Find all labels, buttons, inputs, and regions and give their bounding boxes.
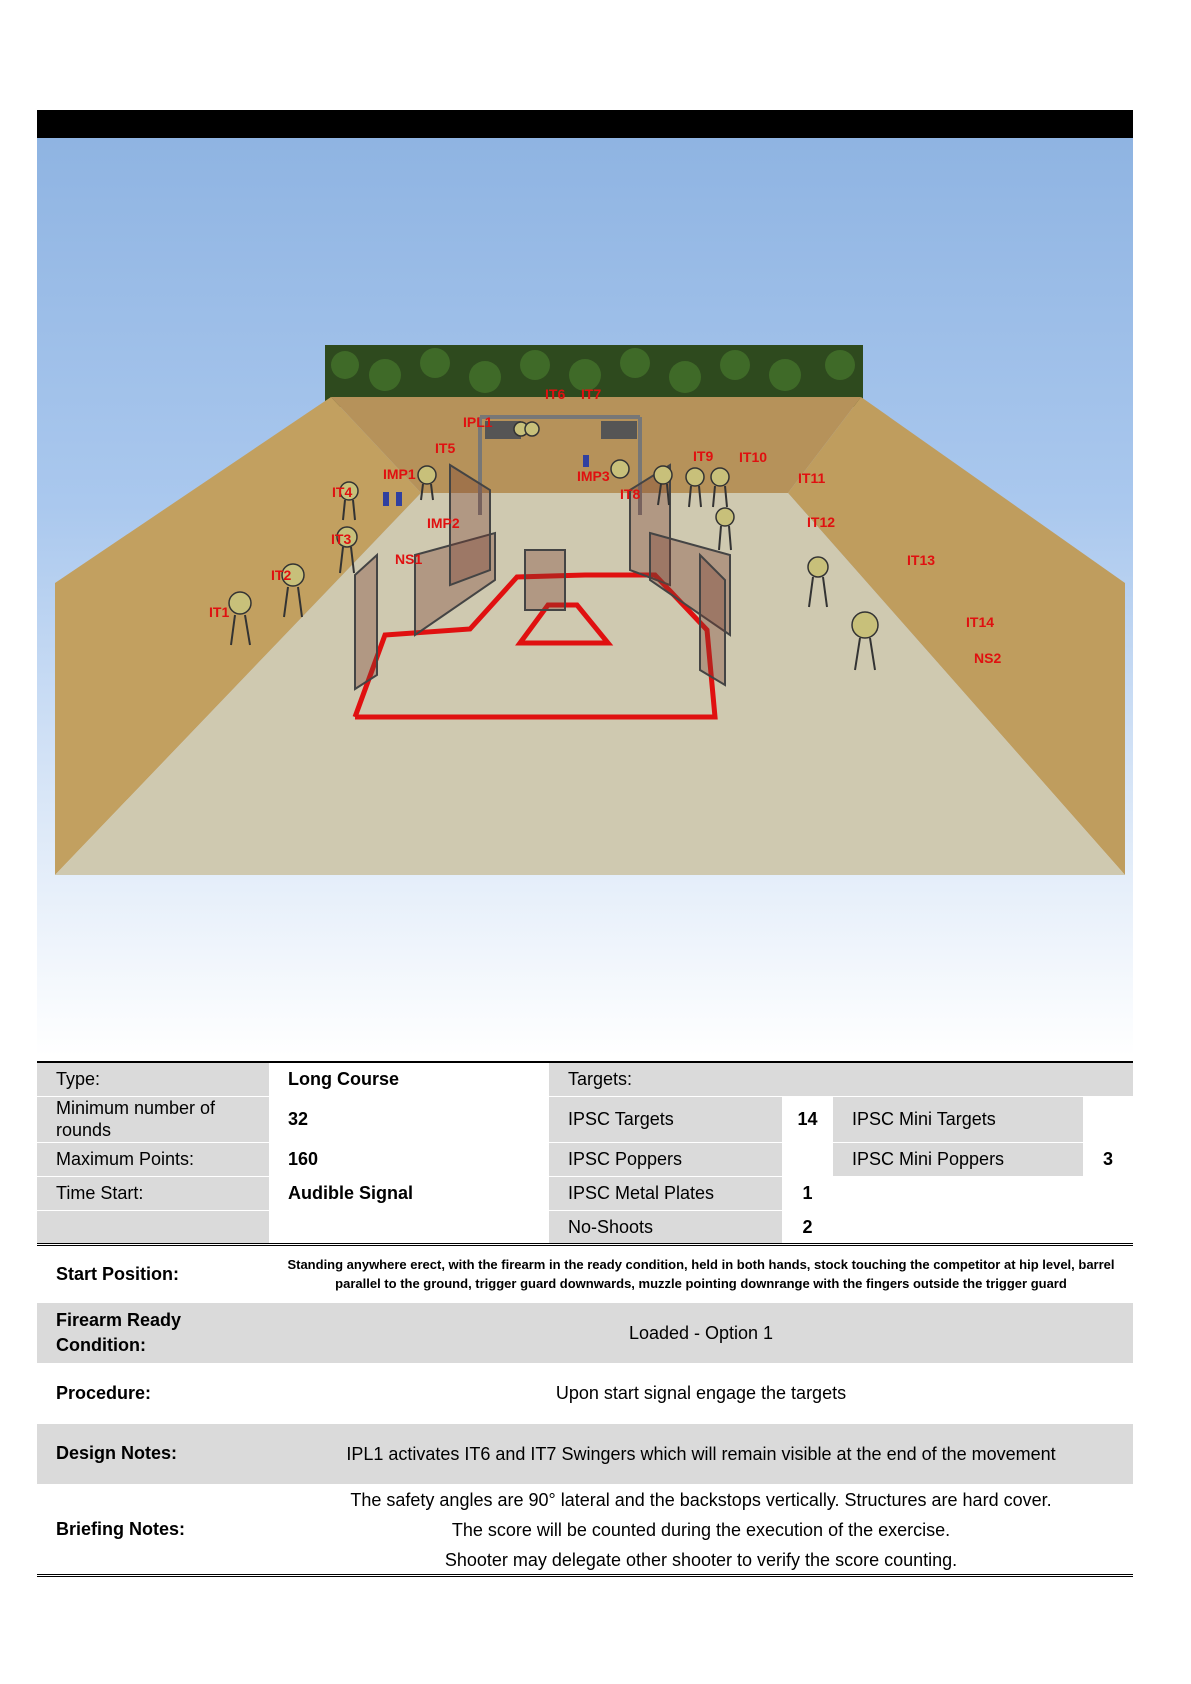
briefing-line: The score will be counted during the execution of the exercise. — [451, 1519, 951, 1540]
ipsc-metal-plates-label: IPSC Metal Plates — [549, 1176, 782, 1210]
stage-notes-table — [37, 1243, 1133, 1576]
procedure-label: Procedure: — [56, 1382, 152, 1403]
time-start-label: Time Start: — [37, 1176, 269, 1210]
label-it1: IT1 — [209, 604, 230, 620]
label-it2: IT2 — [271, 567, 292, 583]
min-rounds-value: 32 — [269, 1096, 549, 1142]
ipsc-mini-poppers-value: 3 — [1083, 1142, 1133, 1176]
label-it7: IT7 — [581, 386, 602, 402]
no-shoots-value: 2 — [782, 1210, 833, 1244]
ipsc-targets-label: IPSC Targets — [549, 1096, 782, 1142]
ipsc-mini-poppers-label: IPSC Mini Poppers — [833, 1142, 1083, 1176]
briefing-notes-value — [269, 1484, 1133, 1576]
targets-label: Targets: — [549, 1062, 1133, 1096]
stage-info-table — [37, 1061, 1133, 1244]
design-notes-label: Design Notes: — [37, 1424, 269, 1484]
min-rounds-label: Minimum number of rounds — [37, 1096, 269, 1142]
ipsc-poppers-label: IPSC Poppers — [549, 1142, 782, 1176]
label-imp3: IMP3 — [577, 468, 610, 484]
label-it8: IT8 — [620, 486, 641, 502]
firearm-ready-value: Loaded - Option 1 — [269, 1303, 1133, 1363]
label-it6: IT6 — [545, 386, 566, 402]
stage-diagram — [55, 345, 1125, 875]
stage-title-bar — [37, 110, 1133, 138]
briefing-line: Shooter may delegate other shooter to verify the score counting. — [444, 1549, 958, 1570]
label-ns1: NS1 — [395, 551, 423, 567]
time-start-value: Audible Signal — [269, 1176, 549, 1210]
ipsc-mini-targets-label: IPSC Mini Targets — [833, 1096, 1083, 1142]
design-notes-value: IPL1 activates IT6 and IT7 Swingers which will remain visible at the end of the movement — [269, 1424, 1133, 1484]
label-it13: IT13 — [907, 552, 936, 568]
label-it10: IT10 — [739, 449, 768, 465]
empty-label-cell — [37, 1210, 269, 1244]
start-position-value: Standing anywhere erect, with the firearm in the ready condition, held in both hands, stock touching the competitor at hip level, barrel parallel to the ground, trigger guard downwards, muzzle pointing downrange with the fingers outside the trigger guard — [269, 1245, 1133, 1303]
label-imp2: IMP2 — [427, 515, 460, 531]
label-it11: IT11 — [798, 470, 826, 486]
label-it5: IT5 — [435, 440, 456, 456]
label-it4: IT4 — [332, 484, 353, 500]
label-it9: IT9 — [693, 448, 714, 464]
label-it14: IT14 — [966, 614, 995, 630]
label-it12: IT12 — [807, 514, 836, 530]
firearm-ready-label: Firearm Ready Condition: — [37, 1303, 269, 1363]
procedure-value: Upon start signal engage the targets — [555, 1383, 847, 1403]
type-value: Long Course — [269, 1062, 549, 1096]
label-ns2: NS2 — [974, 650, 1002, 666]
start-position-label: Start Position: — [37, 1245, 269, 1303]
max-points-value: 160 — [269, 1142, 549, 1176]
bottom-rule — [37, 1574, 1133, 1577]
label-it3: IT3 — [331, 531, 352, 547]
briefing-line: The safety angles are 90° lateral and the backstops vertically. Structures are hard cover. — [350, 1489, 1052, 1510]
label-imp1: IMP1 — [383, 466, 416, 482]
ipsc-targets-value: 14 — [782, 1096, 833, 1142]
briefing-notes-label: Briefing Notes: — [56, 1519, 186, 1539]
no-shoots-label: No-Shoots — [549, 1210, 782, 1244]
type-label: Type: — [37, 1062, 269, 1096]
label-ipl1: IPL1 — [463, 414, 493, 430]
ipsc-metal-plates-value: 1 — [782, 1176, 833, 1210]
max-points-label: Maximum Points: — [37, 1142, 269, 1176]
